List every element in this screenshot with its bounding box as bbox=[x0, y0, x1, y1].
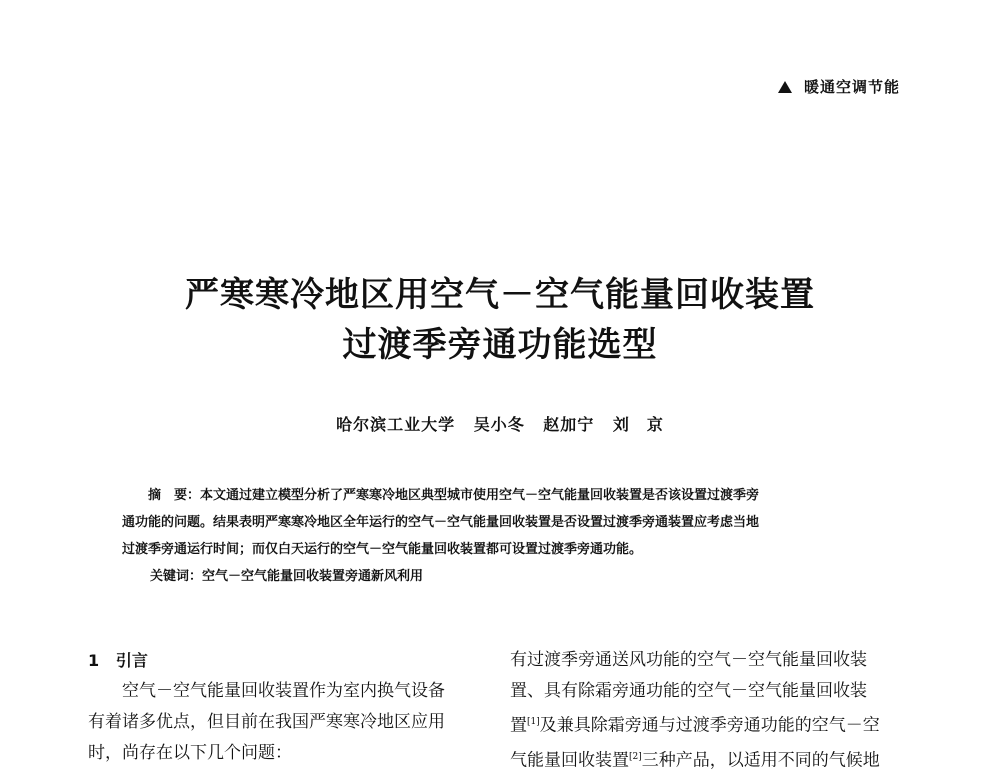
body-line: 有过渡季旁通送风功能的空气－空气能量回收装 bbox=[510, 650, 867, 670]
section-heading bbox=[88, 645, 488, 676]
abstract bbox=[122, 482, 882, 563]
author-line bbox=[0, 412, 1000, 435]
body-line bbox=[510, 742, 910, 776]
section-number: 1 bbox=[88, 651, 100, 670]
author-name: 赵加宁 bbox=[543, 415, 595, 434]
left-column bbox=[88, 645, 488, 769]
header-section: 暖通空调节能 bbox=[803, 78, 900, 96]
body-line bbox=[510, 707, 910, 742]
affiliation: 哈尔滨工业大学 bbox=[336, 415, 456, 434]
text-run: 气能量回收装置 bbox=[510, 750, 629, 771]
right-column bbox=[510, 645, 910, 776]
keywords-label: 关键词： bbox=[150, 569, 203, 584]
title-line-2: 过渡季旁通功能选型 bbox=[342, 325, 658, 365]
abstract-line: 本文通过建立模型分析了严寒寒冷地区典型城市使用空气－空气能量回收装置是否该设置过渡季旁 bbox=[200, 488, 760, 503]
citation-ref[interactable]: [1] bbox=[527, 717, 540, 727]
abstract-label: 摘 要： bbox=[148, 488, 201, 503]
body-line: 置、具有除霜旁通功能的空气－空气能量回收装 bbox=[510, 681, 867, 701]
body-line: 空气－空气能量回收装置作为室内换气设备 bbox=[122, 681, 445, 701]
running-header bbox=[778, 76, 900, 97]
body-line: 时，尚存在以下几个问题： bbox=[88, 743, 292, 763]
text-run: 三种产品，以适用不同的气候地 bbox=[641, 750, 880, 771]
triangle-icon bbox=[778, 81, 792, 93]
section-title: 引言 bbox=[115, 651, 148, 670]
text-run: 及兼具除霜旁通与过渡季旁通功能的空气－空 bbox=[539, 715, 880, 736]
keywords bbox=[150, 565, 423, 584]
paper-title bbox=[0, 270, 1000, 370]
author-name: 吴小冬 bbox=[473, 415, 525, 434]
text-run: 置 bbox=[510, 715, 527, 736]
citation-ref[interactable]: [2] bbox=[629, 751, 642, 762]
abstract-line: 过渡季旁通运行时间；而仅白天运行的空气－空气能量回收装置都可设置过渡季旁通功能。 bbox=[122, 542, 643, 557]
author-name: 刘 京 bbox=[612, 415, 664, 434]
abstract-line: 通功能的问题。结果表明严寒寒冷地区全年运行的空气－空气能量回收装置是否设置过渡季旁通装置应考虑当地 bbox=[122, 515, 760, 530]
title-line-1: 严寒寒冷地区用空气－空气能量回收装置 bbox=[185, 275, 815, 315]
body-line: 有着诸多优点，但目前在我国严寒寒冷地区应用 bbox=[88, 712, 445, 732]
keywords-text: 空气－空气能量回收装置旁通新风利用 bbox=[202, 569, 424, 584]
